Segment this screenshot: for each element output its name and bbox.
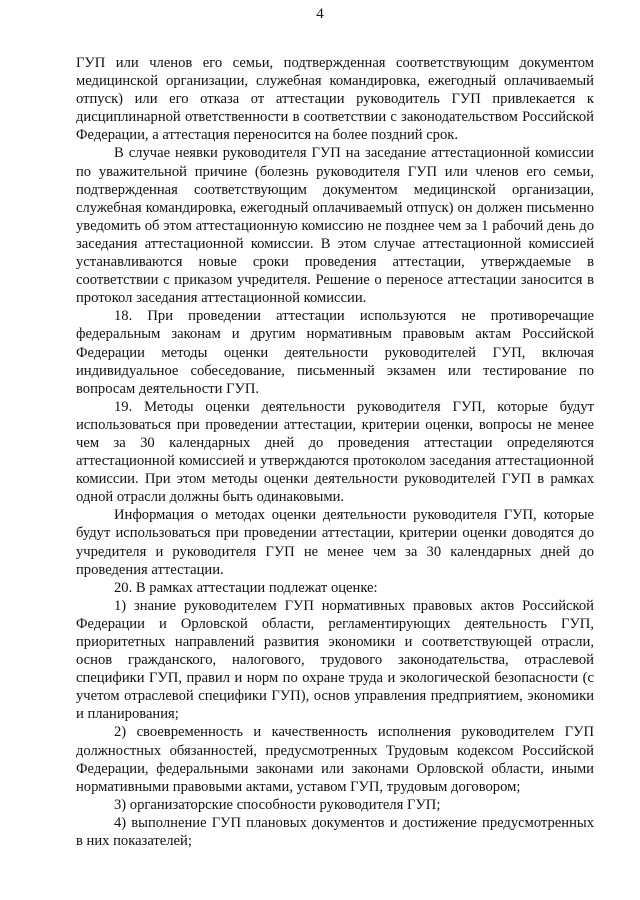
document-body	[76, 54, 594, 850]
paragraph-20: 20. В рамках аттестации подлежат оценке:	[114, 579, 378, 596]
paragraph-continuation: ГУП или членов его семьи, подтвержденная соответствующим документом медицинской организации, служебная командировка, ежегодный оплачиваемый отпуск) или его отказа от аттестации руководитель ГУП привлекается к дисциплинарной ответственности в соответствии с законодательством Российской Федерации, а аттестация переносится на более поздний срок.	[76, 55, 594, 144]
list-item-4: 4) выполнение ГУП плановых документов и достижение предусмотренных в них показателей;	[76, 814, 594, 850]
paragraph-19: 19. Методы оценки деятельности руководителя ГУП, которые будут использоваться при проведении аттестации, критерии оценки, вопросы не менее чем за 30 календарных дней до проведения аттестации определяются аттестационной комиссией и утверждаются протоколом заседания аттестационной комиссии. При этом методы оценки деятельности руководителей ГУП в рамках одной отрасли должны быть одинаковыми.	[76, 398, 594, 506]
page-number: 4	[316, 6, 324, 22]
paragraph-absence-notice: В случае неявки руководителя ГУП на заседание аттестационной комиссии по уважительной причине (болезнь руководителя ГУП или членов его семьи, подтвержденная соответствующим документом медицинской организации, служебная командировка, ежегодный оплачиваемый отпуск) он должен письменно уведомить об этом аттестационную комиссию не позднее чем за 1 рабочий день до заседания аттестационной комиссии. В этом случае аттестационной комиссией устанавливаются новые сроки проведения аттестации, утверждаемые в соответствии с приказом учредителя. Решение о переносе аттестации заносится в протокол заседания аттестационной комиссии.	[76, 145, 594, 307]
paragraph-18: 18. При проведении аттестации используются не противоречащие федеральным законам и другим нормативным правовым актам Российской Федерации методы оценки деятельности руководителей ГУП, включая индивидуальное собеседование, письменный экзамен или тестирование по вопросам деятельности ГУП.	[76, 308, 594, 397]
list-item-3: 3) организаторские способности руководителя ГУП;	[114, 796, 441, 813]
list-item-1: 1) знание руководителем ГУП нормативных правовых актов Российской Федерации и Орловской области, регламентирующих деятельность ГУП, приоритетных направлений развития экономики и соответствующей отрасли, основ гражданского, налогового, трудового законодательства, отраслевой специфики ГУП, правил и норм по охране труда и экологической безопасности (с учетом отраслевой специфики ГУП), основ управления предприятием, экономики и планирования;	[76, 597, 594, 723]
list-item-2: 2) своевременность и качественность исполнения руководителем ГУП должностных обязанностей, предусмотренных Трудовым кодексом Российской Федерации, федеральными законами или законами Орловской области, иными нормативными правовыми актами, уставом ГУП, трудовым договором;	[76, 724, 594, 795]
paragraph-methods-info: Информация о методах оценки деятельности руководителя ГУП, которые будут использоваться при проведении аттестации, критерии оценки доводятся до учредителя и руководителя ГУП не менее чем за 30 календарных дней до проведения аттестации.	[76, 507, 594, 578]
